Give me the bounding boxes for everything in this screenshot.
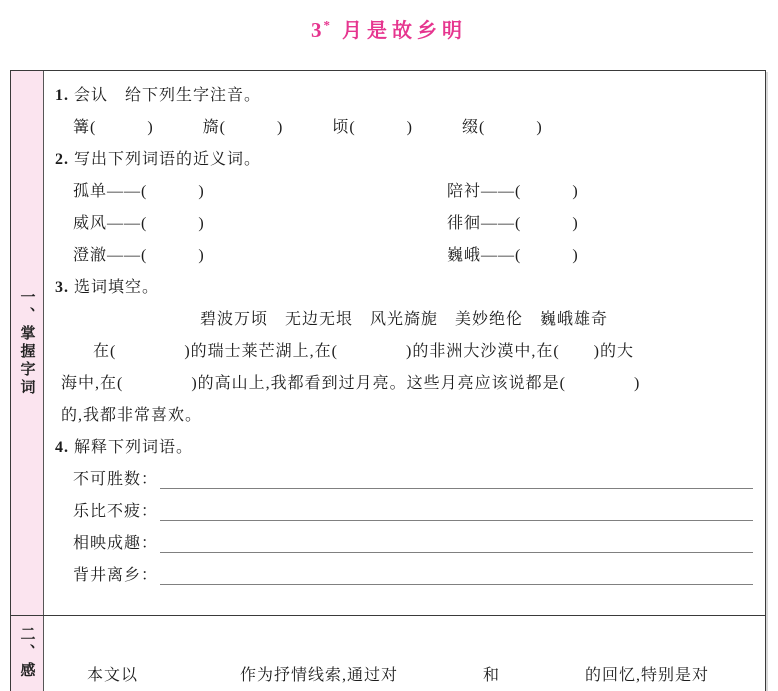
answer-blank-line [160,464,753,489]
synonym-blank-item: 陪衬——( ) [447,183,579,200]
term-label: 背井离乡： [73,567,159,584]
lesson-number: 3 [311,18,324,42]
question-4-text: 解释下列词语。 [74,439,194,456]
question-2-text: 写出下列词语的近义词。 [74,151,262,168]
section-2-label: 二、感 [18,626,35,680]
lesson-title-text: 月是故乡明 [342,20,467,42]
passage-line: 海中,在( )的高山上,我都看到过月亮。这些月亮应该说都是( ) [61,375,641,392]
term-label: 乐比不疲： [73,503,159,520]
section-1-content [44,71,765,615]
worksheet-table [10,70,766,691]
question-2-number: 2. [55,151,69,168]
question-3-text: 选词填空。 [74,279,160,296]
pinyin-blank-item: 顷( ) [332,119,414,136]
question-1-number: 1. [55,87,69,104]
question-2-synonym-grid [73,176,753,272]
pinyin-blank-item: 旖( ) [202,119,284,136]
definition-row [73,464,753,496]
lesson-star-mark: * [323,17,332,33]
synonym-blank-item: 徘徊——( ) [447,215,579,232]
question-1-heading [55,80,753,112]
question-3-heading [55,272,753,304]
definition-row [73,528,753,560]
question-4-heading [55,432,753,464]
question-3-word-bank: 碧波万顷 无边无垠 风光旖旎 美妙绝伦 巍峨雄奇 [199,311,608,328]
synonym-blank-item: 澄澈——( ) [73,247,205,264]
question-3-passage [61,336,753,432]
question-3-number: 3. [55,279,69,296]
answer-blank-line [160,528,753,553]
pinyin-blank-item: 缀( ) [462,119,543,136]
passage-line: 在( )的瑞士莱芒湖上,在( )的非洲大沙漠中,在( )的大 [93,343,634,360]
page-title [0,14,778,43]
summary-fill-line: 本文以 作为抒情线索,通过对 和 的回忆,特别是对 [87,667,710,684]
section-2-content [44,616,765,691]
term-label: 相映成趣： [73,535,159,552]
section-1-label: 一、掌握字词 [18,289,35,397]
definition-row [73,560,753,592]
question-1-text: 会认 给下列生字注音。 [74,87,262,104]
answer-blank-line [160,560,753,585]
synonym-blank-item: 孤单——( ) [73,183,205,200]
answer-blank-line [160,496,753,521]
passage-line: 的,我都非常喜欢。 [61,407,203,424]
pinyin-blank-item: 篝( ) [73,119,154,136]
term-label: 不可胜数： [73,471,159,488]
section-2-row [11,616,765,691]
definition-row [73,496,753,528]
synonym-blank-item: 威风——( ) [73,215,205,232]
question-1-pinyin-blanks [73,112,753,144]
question-2-heading [55,144,753,176]
section-1-sidebar [11,71,44,615]
synonym-blank-item: 巍峨——( ) [447,247,579,264]
section-1-row [11,71,765,616]
section-2-sidebar [11,616,44,691]
question-4-number: 4. [55,439,69,456]
